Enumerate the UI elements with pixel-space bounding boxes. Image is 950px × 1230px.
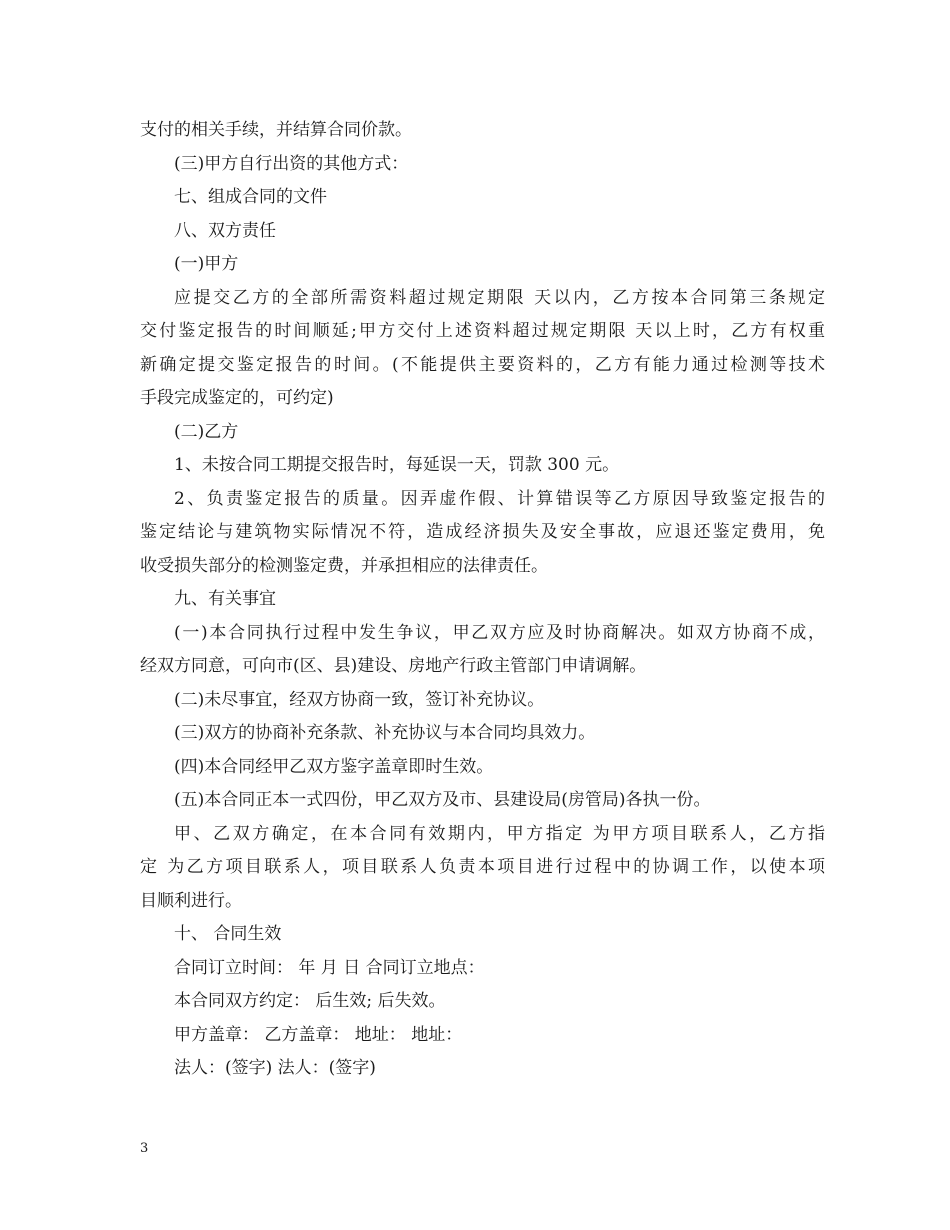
text-line: 2、负责鉴定报告的质量。因弄虚作假、计算错误等乙方原因导致鉴定报告的 <box>174 488 825 509</box>
section-heading: 九、有关事宜 <box>174 589 276 609</box>
text-line: (三)甲方自行出资的其他方式： <box>174 153 409 174</box>
text-line: (二)未尽事宜，经双方协商一致，签订补充协议。 <box>174 689 545 710</box>
text-line: 收受损失部分的检测鉴定费，并承担相应的法律责任。 <box>140 555 548 576</box>
subsection-heading: (二)乙方 <box>174 421 239 442</box>
text-line: 法人：(签字) 法人：(签字) <box>174 1058 376 1078</box>
text-line: 甲、乙双方确定，在本合同有效期内，甲方指定 为甲方项目联系人，乙方指 <box>174 823 825 844</box>
text-line: 应提交乙方的全部所需资料超过规定期限 天以内，乙方按本合同第三条规定 <box>174 287 825 308</box>
text-line: (五)本合同正本一式四份，甲乙双方及市、县建设局(房管局)各执一份。 <box>174 790 711 810</box>
document-body <box>140 114 825 1086</box>
text-line: 目顺利进行。 <box>140 890 242 911</box>
text-line: 手段完成鉴定的，可约定) <box>140 388 334 408</box>
page-number: 3 <box>140 1141 149 1156</box>
text-line: 定 为乙方项目联系人，项目联系人负责本项目进行过程中的协调工作，以使本项 <box>140 857 825 877</box>
text-line: 1、未按合同工期提交报告时，每延误一天，罚款 300 元。 <box>174 455 620 475</box>
text-line: 经双方同意，可向市(区、县)建设、房地产行政主管部门申请调解。 <box>140 656 647 676</box>
section-heading: 七、组成合同的文件 <box>174 187 327 207</box>
text-line: 本合同双方约定： 后生效; 后失效。 <box>174 991 446 1011</box>
text-line: 鉴定结论与建筑物实际情况不符，造成经济损失及安全事故，应退还鉴定费用，免 <box>140 522 825 542</box>
text-line: (四)本合同经甲乙双方鉴字盖章即时生效。 <box>174 756 494 777</box>
text-line: 交付鉴定报告的时间顺延;甲方交付上述资料超过规定期限 天以上时，乙方有权重 <box>140 321 825 341</box>
subsection-heading: (一)甲方 <box>174 254 239 274</box>
section-heading: 十、 合同生效 <box>174 924 282 944</box>
text-line: 新确定提交鉴定报告的时间。(不能提供主要资料的，乙方有能力通过检测等技术 <box>140 354 825 375</box>
text-line: 支付的相关手续，并结算合同价款。 <box>140 120 412 140</box>
text-line: 甲方盖章： 乙方盖章： 地址： 地址： <box>174 1024 463 1045</box>
text-line: (三)双方的协商补充条款、补充协议与本合同均具效力。 <box>174 723 596 743</box>
section-heading: 八、双方责任 <box>174 220 276 241</box>
text-line: 合同订立时间： 年 月 日 合同订立地点： <box>174 957 485 978</box>
text-line: (一)本合同执行过程中发生争议，甲乙双方应及时协商解决。如双方协商不成， <box>174 622 825 643</box>
